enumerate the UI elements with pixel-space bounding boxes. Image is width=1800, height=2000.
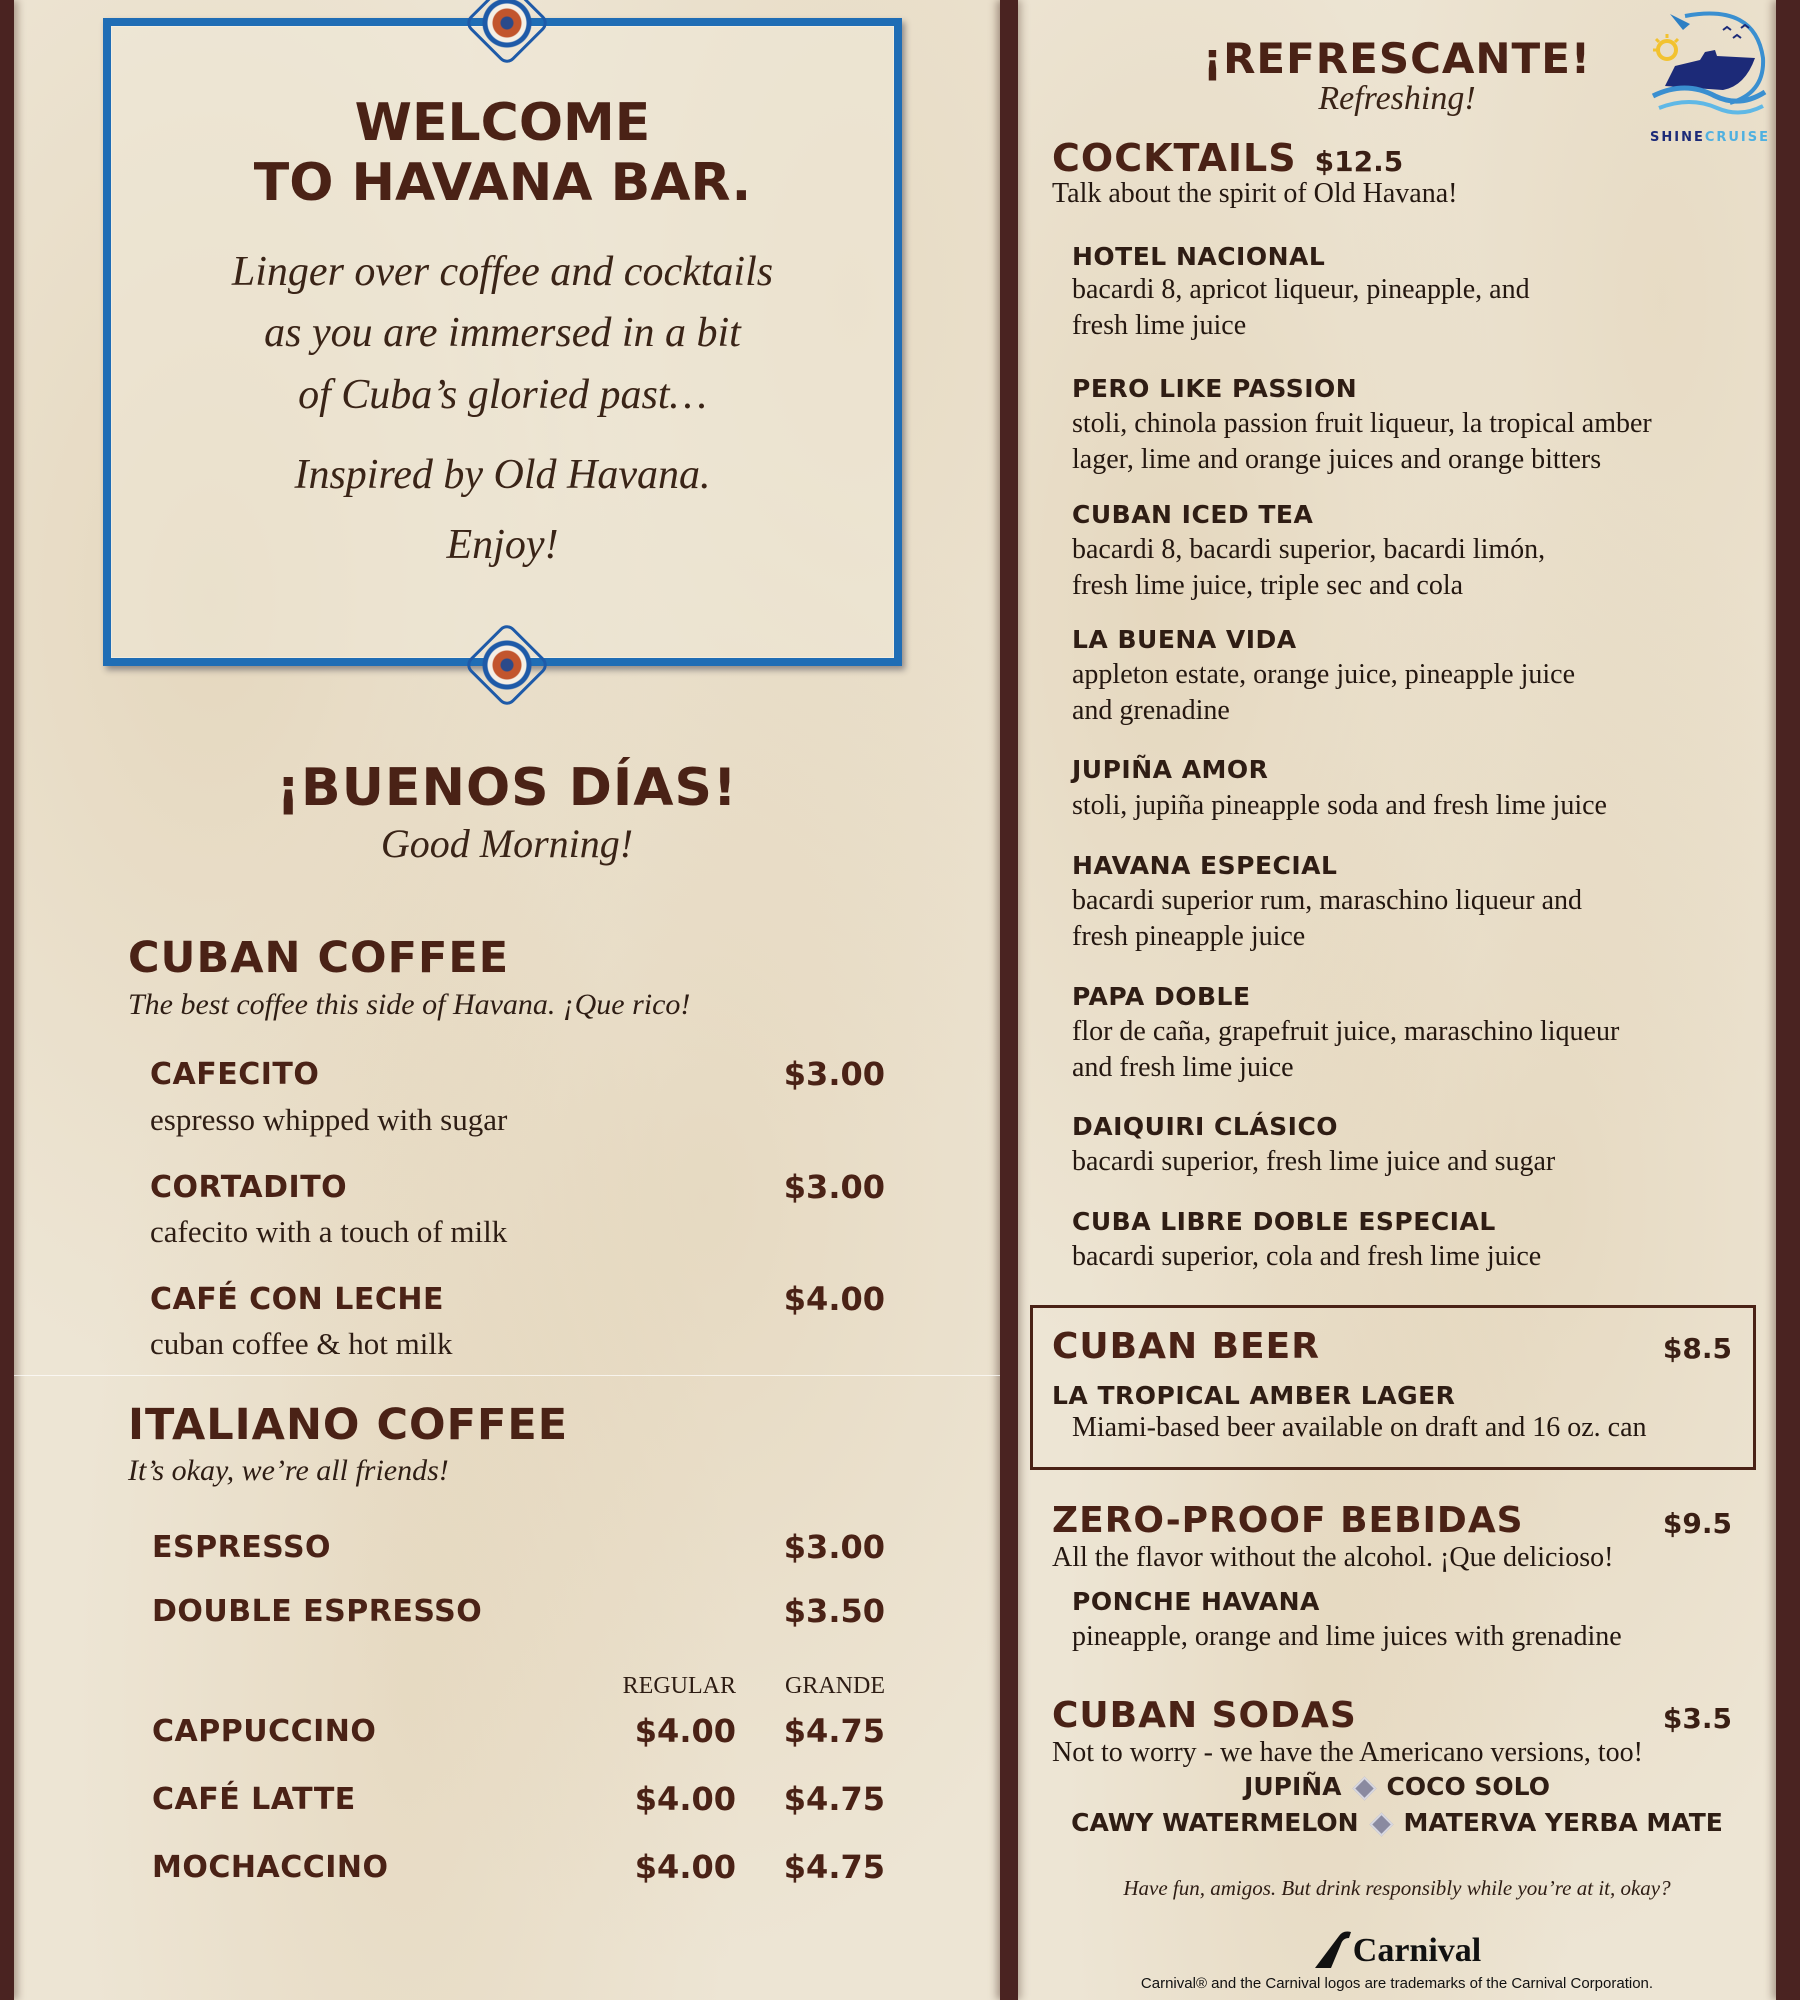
cocktail-desc: stoli, jupiña pineapple soda and fresh lime juice xyxy=(1072,790,1607,821)
cocktails-header xyxy=(1052,136,1403,180)
beer-item-name: LA TROPICAL AMBER LAGER xyxy=(1052,1381,1456,1410)
zero-proof-item-desc: pineapple, orange and lime juices with grenadine xyxy=(1072,1621,1622,1652)
item-name: CAFÉ LATTE xyxy=(152,1782,356,1817)
morning-title: ¡BUENOS DÍAS! xyxy=(276,758,738,818)
welcome-line: Inspired by Old Havana. xyxy=(294,452,711,498)
item-price: $3.50 xyxy=(783,1592,885,1630)
item-price: $3.00 xyxy=(783,1528,885,1566)
item-price: $3.00 xyxy=(783,1168,885,1206)
left-edge-border xyxy=(0,0,14,2000)
cocktails-tagline: Talk about the spirit of Old Havana! xyxy=(1052,178,1458,209)
cruise-ship-icon xyxy=(1645,8,1775,123)
right-edge-border xyxy=(1776,0,1800,2000)
cocktail-desc: fresh pineapple juice xyxy=(1072,921,1306,952)
item-price-regular: $4.00 xyxy=(634,1848,736,1886)
item-desc: espresso whipped with sugar xyxy=(150,1102,508,1137)
item-name: ESPRESSO xyxy=(152,1530,332,1565)
soda-name: MATERVA YERBA MATE xyxy=(1403,1808,1723,1837)
diamond-separator-icon xyxy=(1352,1776,1376,1800)
cuban-coffee-title: CUBAN COFFEE xyxy=(128,933,510,983)
size-label-regular: REGULAR xyxy=(622,1673,736,1699)
cocktail-desc: fresh lime juice, triple sec and cola xyxy=(1072,570,1464,601)
cocktail-desc: and grenadine xyxy=(1072,695,1230,726)
center-divider xyxy=(1000,0,1018,2000)
cocktail-desc: bacardi 8, bacardi superior, bacardi limón, xyxy=(1072,534,1546,565)
cocktail-name: PERO LIKE PASSION xyxy=(1072,374,1358,403)
morning-subtitle: Good Morning! xyxy=(380,821,634,866)
item-price-regular: $4.00 xyxy=(634,1780,736,1818)
cocktail-desc: lager, lime and orange juices and orange bitters xyxy=(1072,444,1602,475)
logo-word-cruise: CRUISE xyxy=(1704,130,1771,145)
carnival-funnel-icon xyxy=(1313,1928,1353,1970)
cocktail-desc: fresh lime juice xyxy=(1072,310,1247,341)
page-seam xyxy=(14,1375,1000,1376)
cocktail-name: LA BUENA VIDA xyxy=(1072,625,1297,654)
cocktail-desc: appleton estate, orange juice, pineapple juice xyxy=(1072,659,1576,690)
sodas-tagline: Not to worry - we have the Americano versions, too! xyxy=(1052,1737,1643,1768)
beer-price: $8.5 xyxy=(1662,1332,1732,1365)
item-name: CORTADITO xyxy=(150,1170,348,1205)
welcome-line: Linger over coffee and cocktails xyxy=(231,249,774,295)
responsibility-note: Have fun, amigos. But drink responsibly while you’re at it, okay? xyxy=(1123,1876,1671,1900)
zero-proof-item-name: PONCHE HAVANA xyxy=(1072,1587,1320,1616)
cocktail-desc: bacardi 8, apricot liqueur, pineapple, and xyxy=(1072,274,1530,305)
item-price: $4.00 xyxy=(783,1280,885,1318)
item-desc: cafecito with a touch of milk xyxy=(150,1214,508,1249)
welcome-line: as you are immersed in a bit xyxy=(264,310,741,356)
italiano-coffee-tagline: It’s okay, we’re all friends! xyxy=(128,1454,449,1487)
cocktail-desc: bacardi superior, fresh lime juice and sugar xyxy=(1072,1146,1556,1177)
item-name: CAFECITO xyxy=(150,1057,320,1092)
item-price-grande: $4.75 xyxy=(783,1712,885,1750)
beer-title: CUBAN BEER xyxy=(1052,1326,1320,1367)
cuban-coffee-tagline: The best coffee this side of Havana. ¡Que rico! xyxy=(128,988,691,1021)
item-desc: cuban coffee & hot milk xyxy=(150,1326,453,1361)
welcome-line: of Cuba’s gloried past… xyxy=(298,372,707,418)
shine-cruise-logo xyxy=(1645,8,1775,148)
cocktail-name: DAIQUIRI CLÁSICO xyxy=(1072,1112,1339,1141)
zero-proof-price: $9.5 xyxy=(1662,1507,1732,1540)
welcome-title-line2: TO HAVANA BAR. xyxy=(253,153,752,213)
refreshing-subtitle: Refreshing! xyxy=(1318,80,1476,117)
soda-name: COCO SOLO xyxy=(1386,1772,1550,1801)
cocktail-desc: bacardi superior rum, maraschino liqueur and xyxy=(1072,885,1583,916)
item-price-grande: $4.75 xyxy=(783,1780,885,1818)
welcome-title-line1: WELCOME xyxy=(354,93,651,153)
carnival-wordmark: Carnival xyxy=(1352,1932,1482,1969)
cocktails-title: COCKTAILS xyxy=(1052,136,1297,180)
welcome-line: Enjoy! xyxy=(446,522,559,568)
item-price: $3.00 xyxy=(783,1055,885,1093)
logo-word-shine: SHINE xyxy=(1649,130,1705,145)
item-name: MOCHACCINO xyxy=(152,1850,389,1885)
sodas-title: CUBAN SODAS xyxy=(1052,1695,1357,1736)
soda-name: CAWY WATERMELON xyxy=(1071,1808,1359,1837)
zero-proof-tagline: All the flavor without the alcohol. ¡Que delicioso! xyxy=(1052,1542,1614,1573)
cocktail-desc: and fresh lime juice xyxy=(1072,1052,1294,1083)
sodas-row-2 xyxy=(1018,1808,1776,1837)
cocktail-desc: flor de caña, grapefruit juice, maraschino liqueur xyxy=(1072,1016,1620,1047)
item-name: CAFÉ CON LECHE xyxy=(150,1282,444,1317)
zero-proof-title: ZERO-PROOF BEBIDAS xyxy=(1052,1500,1524,1541)
cocktail-name: HOTEL NACIONAL xyxy=(1072,242,1326,271)
beer-item-desc: Miami-based beer available on draft and 16 oz. can xyxy=(1072,1412,1647,1443)
cocktail-name: PAPA DOBLE xyxy=(1072,982,1251,1011)
cocktails-price: $12.5 xyxy=(1314,145,1404,178)
size-label-grande: GRANDE xyxy=(785,1673,885,1699)
cocktail-desc: stoli, chinola passion fruit liqueur, la tropical amber xyxy=(1072,408,1652,439)
cocktail-desc: bacardi superior, cola and fresh lime juice xyxy=(1072,1241,1542,1272)
cocktail-name: JUPIÑA AMOR xyxy=(1072,755,1269,784)
italiano-coffee-title: ITALIANO COFFEE xyxy=(128,1400,569,1450)
carnival-logo xyxy=(1018,1928,1776,1970)
soda-name: JUPIÑA xyxy=(1244,1772,1342,1801)
diamond-separator-icon xyxy=(1369,1812,1393,1836)
item-price-regular: $4.00 xyxy=(634,1712,736,1750)
item-price-grande: $4.75 xyxy=(783,1848,885,1886)
sodas-row-1 xyxy=(1018,1772,1776,1801)
cocktail-name: CUBAN ICED TEA xyxy=(1072,500,1314,529)
trademark-notice: Carnival® and the Carnival logos are trademarks of the Carnival Corporation. xyxy=(1140,1975,1654,1992)
cocktail-name: HAVANA ESPECIAL xyxy=(1072,851,1338,880)
cocktail-name: CUBA LIBRE DOBLE ESPECIAL xyxy=(1072,1207,1496,1236)
sodas-price: $3.5 xyxy=(1662,1702,1732,1735)
refreshing-title: ¡REFRESCANTE! xyxy=(1202,34,1592,83)
item-name: DOUBLE ESPRESSO xyxy=(152,1594,483,1629)
item-name: CAPPUCCINO xyxy=(152,1714,377,1749)
